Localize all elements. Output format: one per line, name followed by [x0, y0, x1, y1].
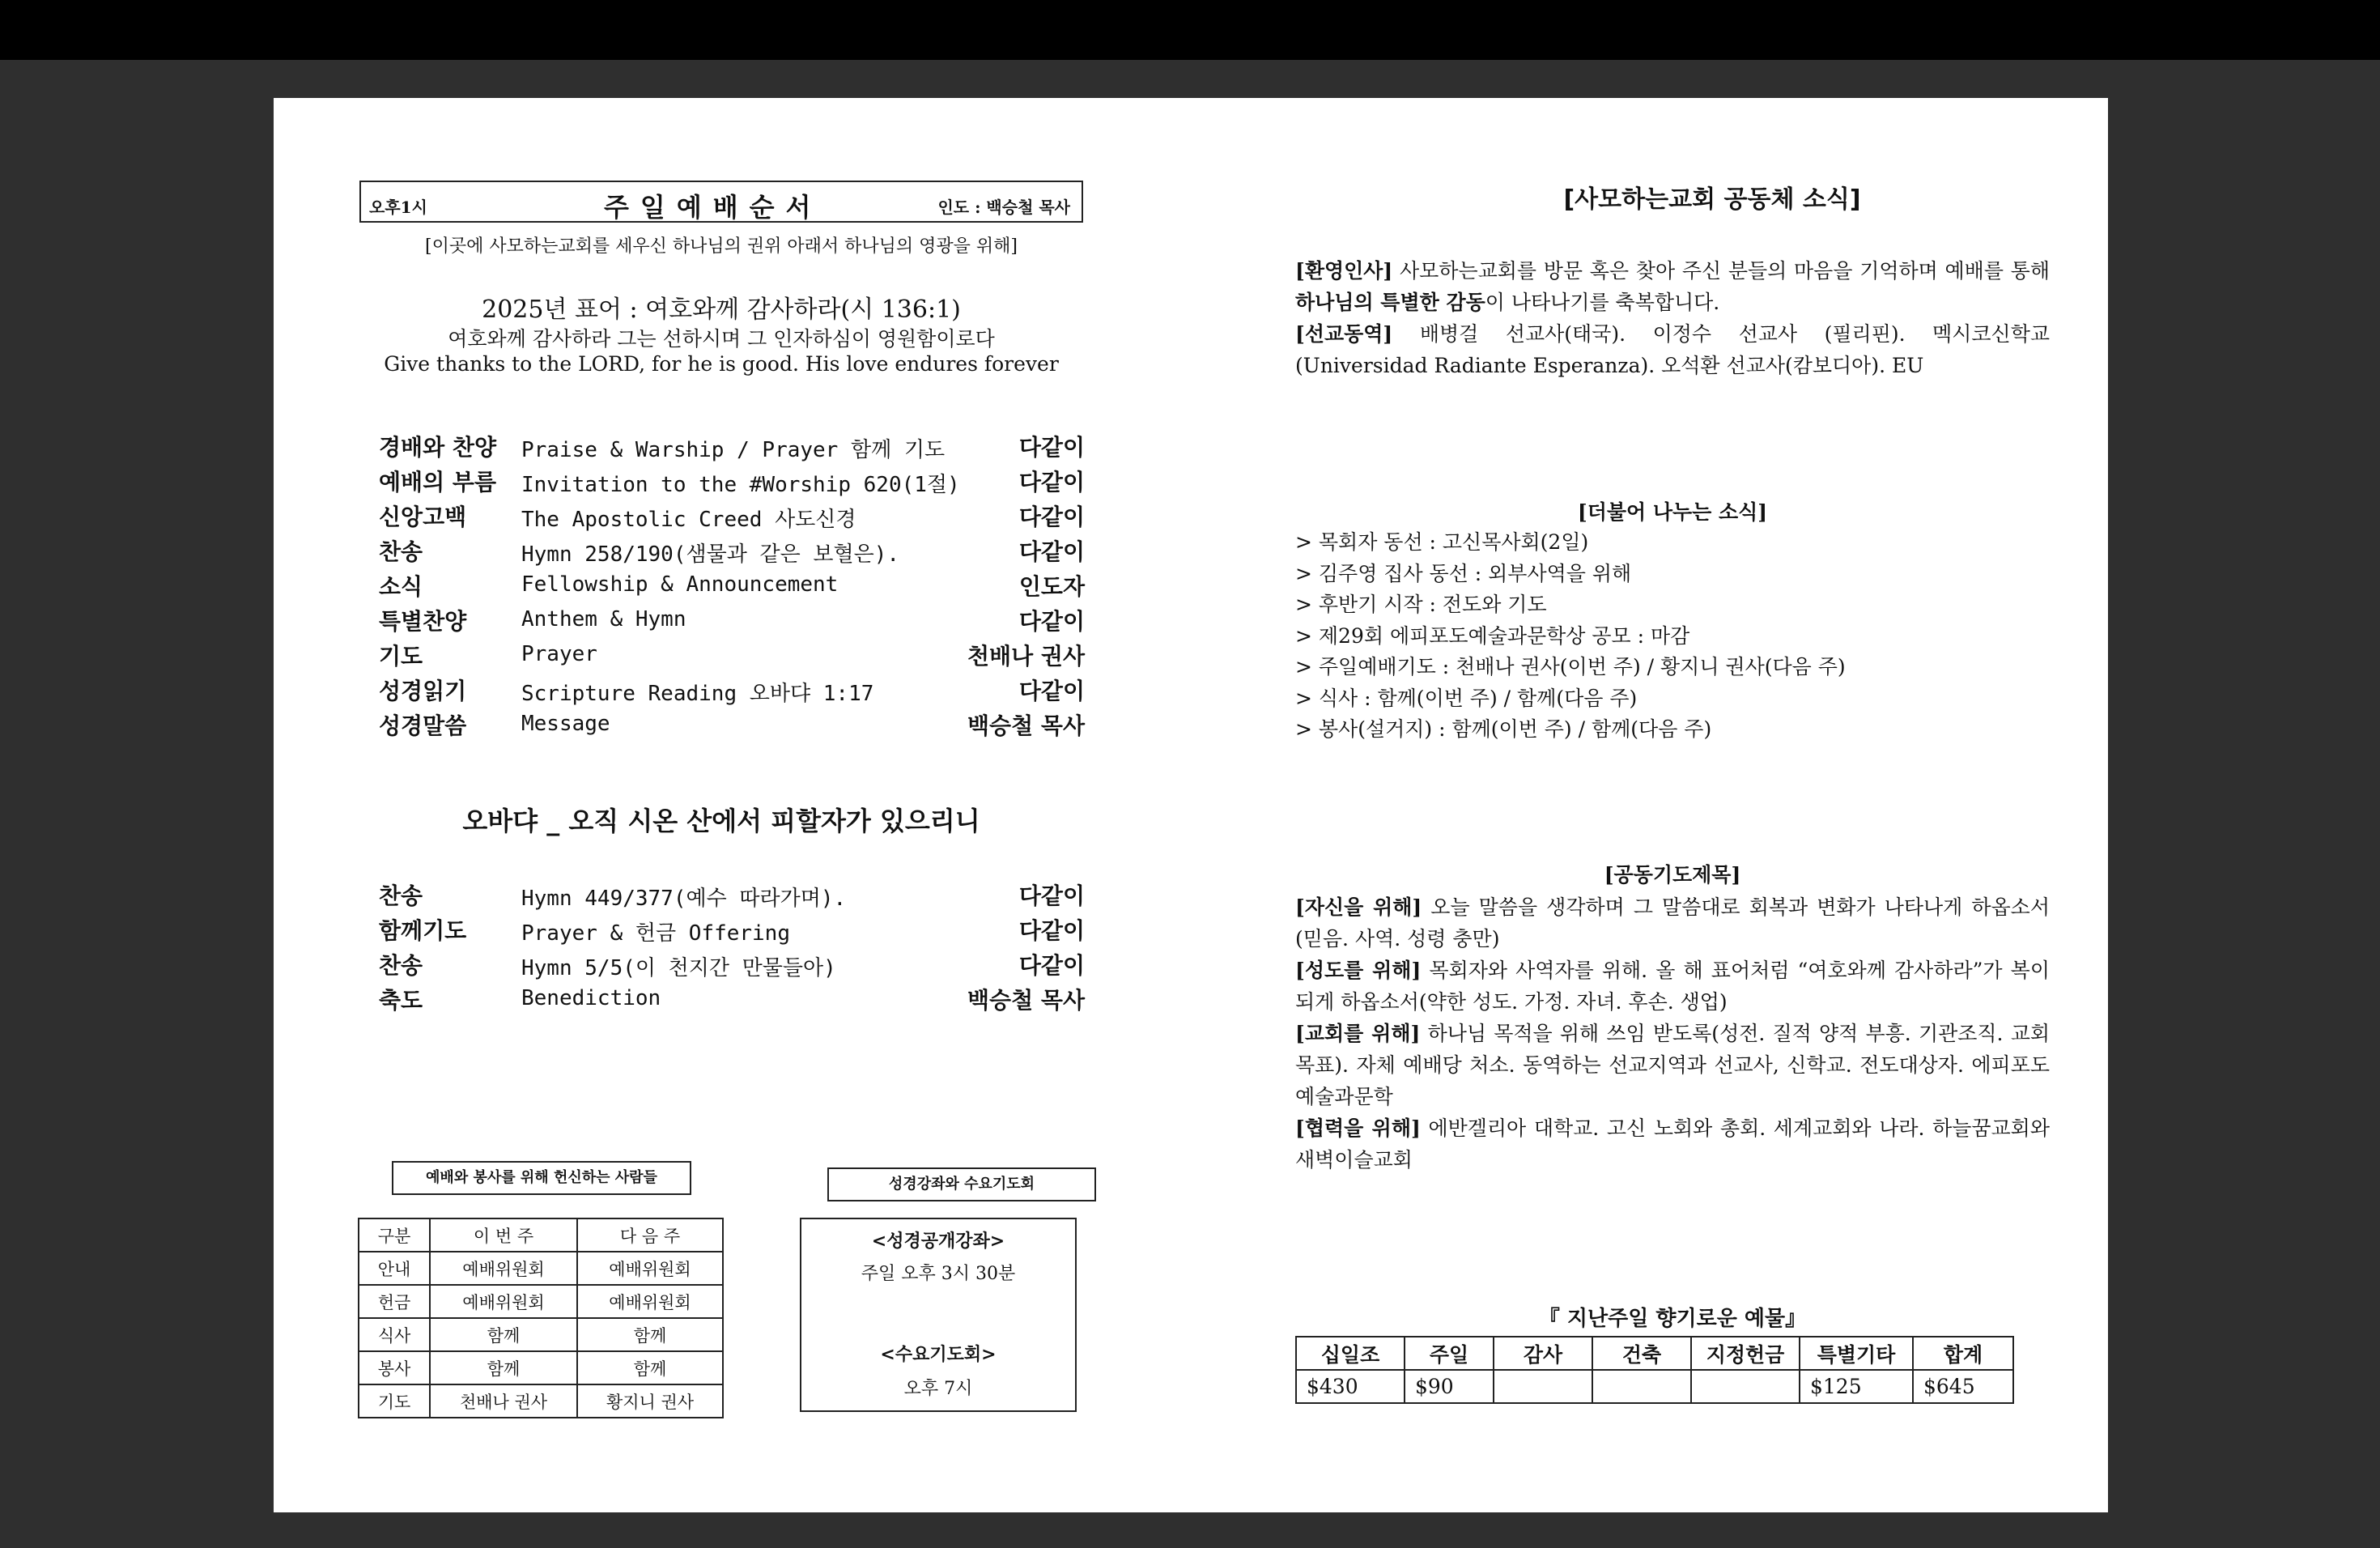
motto-verse-english: Give thanks to the LORD, for he is good. His love endures forever — [384, 352, 1059, 376]
order-item-label: 성경읽기 — [379, 678, 467, 704]
order-item-person: 인도자 — [1018, 573, 1085, 600]
table-cell: 헌금 — [359, 1285, 430, 1318]
service-leader: 인도 : 백승철 목사 — [937, 198, 1070, 217]
mission-paragraph — [1295, 318, 2050, 381]
order-item-description: Anthem & Hymn — [521, 607, 686, 632]
order-item-label: 성경말씀 — [379, 712, 467, 739]
church-dedication-line: [이곳에 사모하는교회를 세우신 하나님의 권위 아래서 하나님의 영광을 위해] — [425, 236, 1018, 257]
table-cell: 기도 — [359, 1384, 430, 1418]
sermon-title: 오바댜 _ 오직 시온 산에서 피할자가 있으리니 — [462, 806, 980, 836]
order-item-person: 다같이 — [1018, 469, 1085, 495]
table-row — [359, 1285, 723, 1318]
order-item-description: The Apostolic Creed 사도신경 — [521, 508, 856, 532]
list-item: > 제29회 에피포도예술과문학상 공모 : 마감 — [1295, 623, 1690, 648]
prayer-text: 에반겔리아 대학교. 고신 노회와 총회. 세계교회와 나라. 하늘꿈교회와 새벽이슬교회 — [1295, 1116, 2050, 1172]
service-order-item — [379, 602, 1085, 636]
table-header-row — [1296, 1337, 2013, 1370]
order-item-label: 신앙고백 — [379, 504, 467, 530]
table-cell: 안내 — [359, 1252, 430, 1285]
table-cell — [1691, 1370, 1800, 1403]
order-item-description: Hymn 5/5(이 천지간 만물들아) — [521, 956, 836, 980]
order-item-label: 소식 — [379, 573, 423, 600]
year-motto: 2025년 표어 : 여호와께 감사하라(시 136:1) — [482, 296, 961, 324]
welcome-paragraph — [1295, 255, 2050, 318]
table-header-cell: 주일 — [1405, 1337, 1494, 1370]
serve-table-title: 예배와 봉사를 위해 헌신하는 사람들 — [392, 1161, 691, 1195]
prayer-tag: [협력을 위해] — [1295, 1116, 1421, 1140]
service-order-item — [379, 981, 1085, 1015]
table-cell — [1592, 1370, 1691, 1403]
list-item: > 식사 : 함께(이번 주) / 함께(다음 주) — [1295, 686, 1638, 710]
prayer-tag: [교회를 위해] — [1295, 1022, 1421, 1045]
table-cell: 예배위원회 — [430, 1252, 577, 1285]
prayer-text: 목회자와 사역자를 위해. 올 해 표어처럼 “여호와께 감사하라”가 복이 되게 하옵소서(약한 성도. 가정. 자녀. 후손. 생업) — [1295, 959, 2050, 1014]
mission-tag: [선교동역] — [1295, 322, 1393, 346]
order-item-person: 천배나 권사 — [967, 643, 1085, 670]
service-order-item — [379, 428, 1085, 462]
prayer-topics-title: [공동기도제목] — [1604, 863, 1741, 887]
bible-class-heading: <성경공개강좌> — [871, 1231, 1005, 1252]
order-item-person: 백승철 목사 — [967, 987, 1085, 1014]
bible-class-title: 성경강좌와 수요기도회 — [827, 1167, 1096, 1201]
welcome-tag: [환영인사] — [1295, 259, 1393, 283]
shared-news-list — [1295, 527, 2050, 746]
welcome-text-end: 이 나타나기를 축복합니다. — [1485, 291, 1720, 314]
shared-news-title: [더불어 나누는 소식] — [1577, 500, 1768, 524]
service-order-item — [379, 912, 1085, 946]
service-order-item — [379, 463, 1085, 497]
table-cell: $90 — [1405, 1370, 1494, 1403]
table-row — [359, 1318, 723, 1351]
table-cell: $125 — [1800, 1370, 1913, 1403]
serve-table — [358, 1218, 724, 1418]
prayer-tag: [성도를 위해] — [1295, 959, 1422, 982]
order-item-person: 백승철 목사 — [967, 712, 1085, 739]
prayer-item — [1295, 955, 2050, 1018]
order-item-description: Prayer & 헌금 Offering — [521, 921, 790, 946]
order-item-label: 함께기도 — [379, 917, 467, 944]
prayer-text: 오늘 말씀을 생각하며 그 말씀대로 회복과 변화가 나타나게 하옵소서(믿음. 사역. 성령 충만) — [1295, 895, 2050, 950]
order-item-description: Fellowship & Announcement — [521, 572, 839, 597]
service-order-item — [379, 533, 1085, 567]
service-order-item — [379, 498, 1085, 532]
order-item-person: 다같이 — [1018, 952, 1085, 979]
table-cell: 예배위원회 — [577, 1252, 723, 1285]
table-cell: 함께 — [577, 1318, 723, 1351]
wednesday-prayer-time: 오후 7시 — [903, 1379, 973, 1399]
table-cell: 황지니 권사 — [577, 1384, 723, 1418]
service-order-item — [379, 568, 1085, 602]
table-cell — [1494, 1370, 1592, 1403]
order-item-description: Prayer — [521, 642, 597, 666]
service-order-item — [379, 877, 1085, 911]
table-header-cell: 합계 — [1913, 1337, 2013, 1370]
bible-class-time: 주일 오후 3시 30분 — [861, 1264, 1016, 1284]
prayer-text: 하나님 목적을 위해 쓰임 받도록(성전. 질적 양적 부흥. 기관조직. 교회 목표). 자체 예배당 처소. 동역하는 선교지역과 선교사, 신학교. 전도대상자. 에피포도예술과문학 — [1295, 1022, 2050, 1108]
motto-verse-korean: 여호와께 감사하라 그는 선하시며 그 인자하심이 영원함이로다 — [448, 327, 995, 351]
list-item: > 김주영 집사 동선 : 외부사역을 위해 — [1295, 561, 1632, 585]
community-news-title: [사모하는교회 공동체 소식] — [1563, 185, 1861, 214]
order-item-description: Message — [521, 712, 610, 736]
order-item-label: 예배의 부름 — [379, 469, 496, 495]
table-header-cell: 특별기타 — [1800, 1337, 1913, 1370]
list-item: > 봉사(설거지) : 함께(이번 주) / 함께(다음 주) — [1295, 717, 1712, 741]
table-cell: 식사 — [359, 1318, 430, 1351]
list-item: > 목회자 동선 : 고신목사회(2일) — [1295, 530, 1589, 554]
order-item-description: Hymn 258/190(샘물과 같은 보혈은). — [521, 542, 900, 567]
bulletin-page — [274, 98, 2108, 1512]
table-header-cell: 이 번 주 — [430, 1218, 577, 1252]
table-cell: 예배위원회 — [430, 1285, 577, 1318]
order-item-person: 다같이 — [1018, 882, 1085, 909]
order-item-description: Invitation to the #Worship 620(1절) — [521, 473, 960, 497]
order-item-description: Hymn 449/377(예수 따라가며). — [521, 887, 847, 911]
order-item-label: 특별찬양 — [379, 608, 467, 635]
service-order-title: 주일예배순서 — [604, 192, 822, 223]
list-item: > 주일예배기도 : 천배나 권사(이번 주) / 황지니 권사(다음 주) — [1295, 655, 1846, 678]
table-header-cell: 구분 — [359, 1218, 430, 1252]
prayer-tag: [자신을 위해] — [1295, 895, 1422, 919]
order-item-person: 다같이 — [1018, 504, 1085, 530]
bible-class-box — [800, 1218, 1077, 1412]
order-item-person: 다같이 — [1018, 608, 1085, 635]
viewer-top-bar — [0, 0, 2380, 60]
service-time: 오후1시 — [369, 198, 427, 217]
order-item-label: 찬송 — [379, 538, 423, 565]
table-cell: 함께 — [577, 1351, 723, 1384]
table-header-cell: 건축 — [1592, 1337, 1691, 1370]
welcome-bold-text: 하나님의 특별한 감동 — [1295, 291, 1485, 314]
order-item-label: 찬송 — [379, 952, 423, 979]
service-order-header — [359, 181, 1083, 223]
offering-table — [1295, 1336, 2014, 1404]
service-order-item — [379, 637, 1085, 671]
welcome-text: 사모하는교회를 방문 혹은 찾아 주신 분들의 마음을 기억하며 예배를 통해 — [1392, 259, 2050, 283]
table-cell: $430 — [1296, 1370, 1405, 1403]
list-item: > 후반기 시작 : 전도와 기도 — [1295, 593, 1547, 616]
prayer-item — [1295, 891, 2050, 955]
order-item-label: 기도 — [379, 643, 423, 670]
table-header-cell: 십일조 — [1296, 1337, 1405, 1370]
order-item-person: 다같이 — [1018, 678, 1085, 704]
order-item-label: 경배와 찬양 — [379, 434, 496, 461]
table-row — [359, 1351, 723, 1384]
mission-text: 배병걸 선교사(태국). 이정수 선교사 (필리핀). 멕시코신학교(Universidad Radiante Esperanza). 오석환 선교사(캄보디아). EU — [1295, 322, 2050, 377]
table-header-row — [359, 1218, 723, 1252]
order-item-label: 축도 — [379, 987, 423, 1014]
order-item-description: Benediction — [521, 986, 661, 1010]
table-cell: $645 — [1913, 1370, 2013, 1403]
table-header-cell: 지정헌금 — [1691, 1337, 1800, 1370]
order-item-description: Praise & Warship / Prayer 함께 기도 — [521, 438, 946, 462]
table-header-cell: 다 음 주 — [577, 1218, 723, 1252]
order-item-person: 다같이 — [1018, 434, 1085, 461]
prayer-item — [1295, 1018, 2050, 1112]
service-order-item — [379, 946, 1085, 980]
prayer-topics-list — [1295, 891, 2050, 1176]
table-cell: 함께 — [430, 1318, 577, 1351]
order-item-label: 찬송 — [379, 882, 423, 909]
order-item-person: 다같이 — [1018, 917, 1085, 944]
table-header-cell: 감사 — [1494, 1337, 1592, 1370]
prayer-item — [1295, 1112, 2050, 1176]
order-item-description: Scripture Reading 오바댜 1:17 — [521, 682, 874, 706]
table-cell: 천배나 권사 — [430, 1384, 577, 1418]
service-order-item — [379, 707, 1085, 741]
table-row — [359, 1252, 723, 1285]
order-item-person: 다같이 — [1018, 538, 1085, 565]
wednesday-prayer-heading: <수요기도회> — [880, 1344, 997, 1365]
table-cell: 함께 — [430, 1351, 577, 1384]
service-order-item — [379, 672, 1085, 706]
table-cell: 봉사 — [359, 1351, 430, 1384]
table-cell: 예배위원회 — [577, 1285, 723, 1318]
table-row — [359, 1384, 723, 1418]
offering-title: 『 지난주일 향기로운 예물』 — [1538, 1307, 1807, 1331]
table-row — [1296, 1370, 2013, 1403]
